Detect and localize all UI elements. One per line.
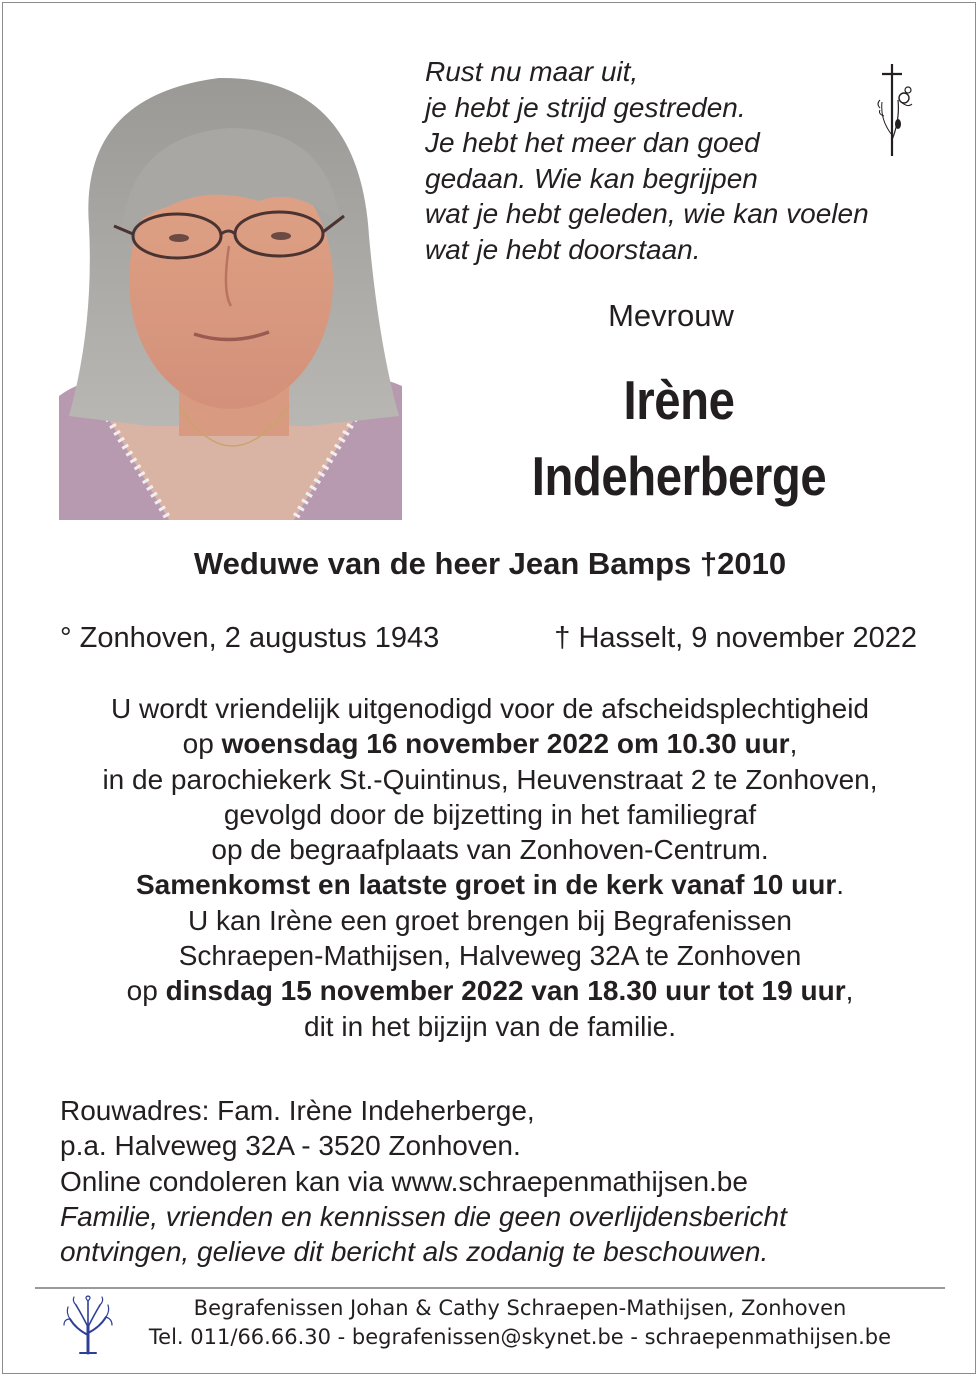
text: op [126, 975, 166, 1007]
first-name: Irène [623, 369, 735, 431]
birth-info: ° Zonhoven, 2 augustus 1943 [60, 622, 440, 654]
funeral-home-contact: Tel. 011/66.66.30 - begrafenissen@skynet.be - schraepenmathijsen.be [148, 1325, 892, 1349]
text: , [845, 975, 854, 1007]
invitation-line: dit in het bijzijn van de familie. [304, 1010, 676, 1042]
notice-line: Familie, vrienden en kennissen die geen overlijdensbericht [60, 1200, 787, 1232]
poem-line: wat je hebt geleden, wie kan voelen [425, 198, 869, 229]
poem-line: gedaan. Wie kan begrijpen [425, 162, 758, 194]
invitation-line: U kan Irène een groet brengen bij Begrafenissen [188, 904, 792, 936]
invitation-line [0, 867, 980, 902]
funeral-home-footer [120, 1294, 920, 1352]
poem-line: Je hebt het meer dan goed [425, 127, 760, 158]
address-line: p.a. Halveweg 32A - 3520 Zonhoven. [60, 1130, 521, 1162]
cross-with-flowers-icon [872, 60, 922, 160]
invitation-line: Schraepen-Mathijsen, Halveweg 32A te Zonhoven [178, 940, 802, 972]
text: op [182, 728, 222, 760]
visitation-datetime: dinsdag 15 november 2022 van 18.30 uur tot 19 uur [165, 975, 846, 1007]
widow-line: Weduwe van de heer Jean Bamps †2010 [193, 546, 787, 581]
text: . [836, 869, 845, 901]
deceased-name [473, 362, 884, 514]
death-info: † Hasselt, 9 november 2022 [554, 622, 917, 654]
poem-line: wat je hebt doorstaan. [425, 233, 701, 265]
tree-logo-icon [62, 1295, 114, 1355]
invitation-text [0, 691, 980, 1044]
poem-line: je hebt je strijd gestreden. [425, 91, 746, 123]
funeral-home-name: Begrafenissen Johan & Cathy Schraepen-Mathijsen, Zonhoven [193, 1296, 847, 1320]
text: , [789, 728, 798, 760]
salutation: Mevrouw [608, 298, 734, 333]
poem [425, 54, 945, 267]
invitation-line: gevolgd door de bijzetting in het familiegraf [223, 798, 757, 830]
address-line: Rouwadres: Fam. Irène Indeherberge, [60, 1095, 535, 1126]
notice-line: ontvingen, gelieve dit bericht als zodanig te beschouwen. [60, 1236, 769, 1268]
invitation-line [0, 973, 980, 1008]
ceremony-datetime: woensdag 16 november 2022 om 10.30 uur [221, 728, 790, 760]
poem-line: Rust nu maar uit, [425, 56, 639, 87]
mourning-address [60, 1093, 950, 1269]
footer-divider [35, 1287, 945, 1289]
condolence-line: Online condoleren kan via www.schraepenmathijsen.be [60, 1165, 748, 1197]
portrait-photo [59, 66, 402, 520]
gathering-info: Samenkomst en laatste groet in de kerk vanaf 10 uur [135, 869, 837, 901]
invitation-line: in de parochiekerk St.-Quintinus, Heuvenstraat 2 te Zonhoven, [102, 763, 878, 795]
invitation-line: U wordt vriendelijk uitgenodigd voor de afscheidsplechtigheid [110, 693, 869, 724]
invitation-line [0, 726, 980, 761]
invitation-line: op de begraafplaats van Zonhoven-Centrum. [211, 834, 769, 866]
last-name: Indeherberge [531, 445, 827, 507]
